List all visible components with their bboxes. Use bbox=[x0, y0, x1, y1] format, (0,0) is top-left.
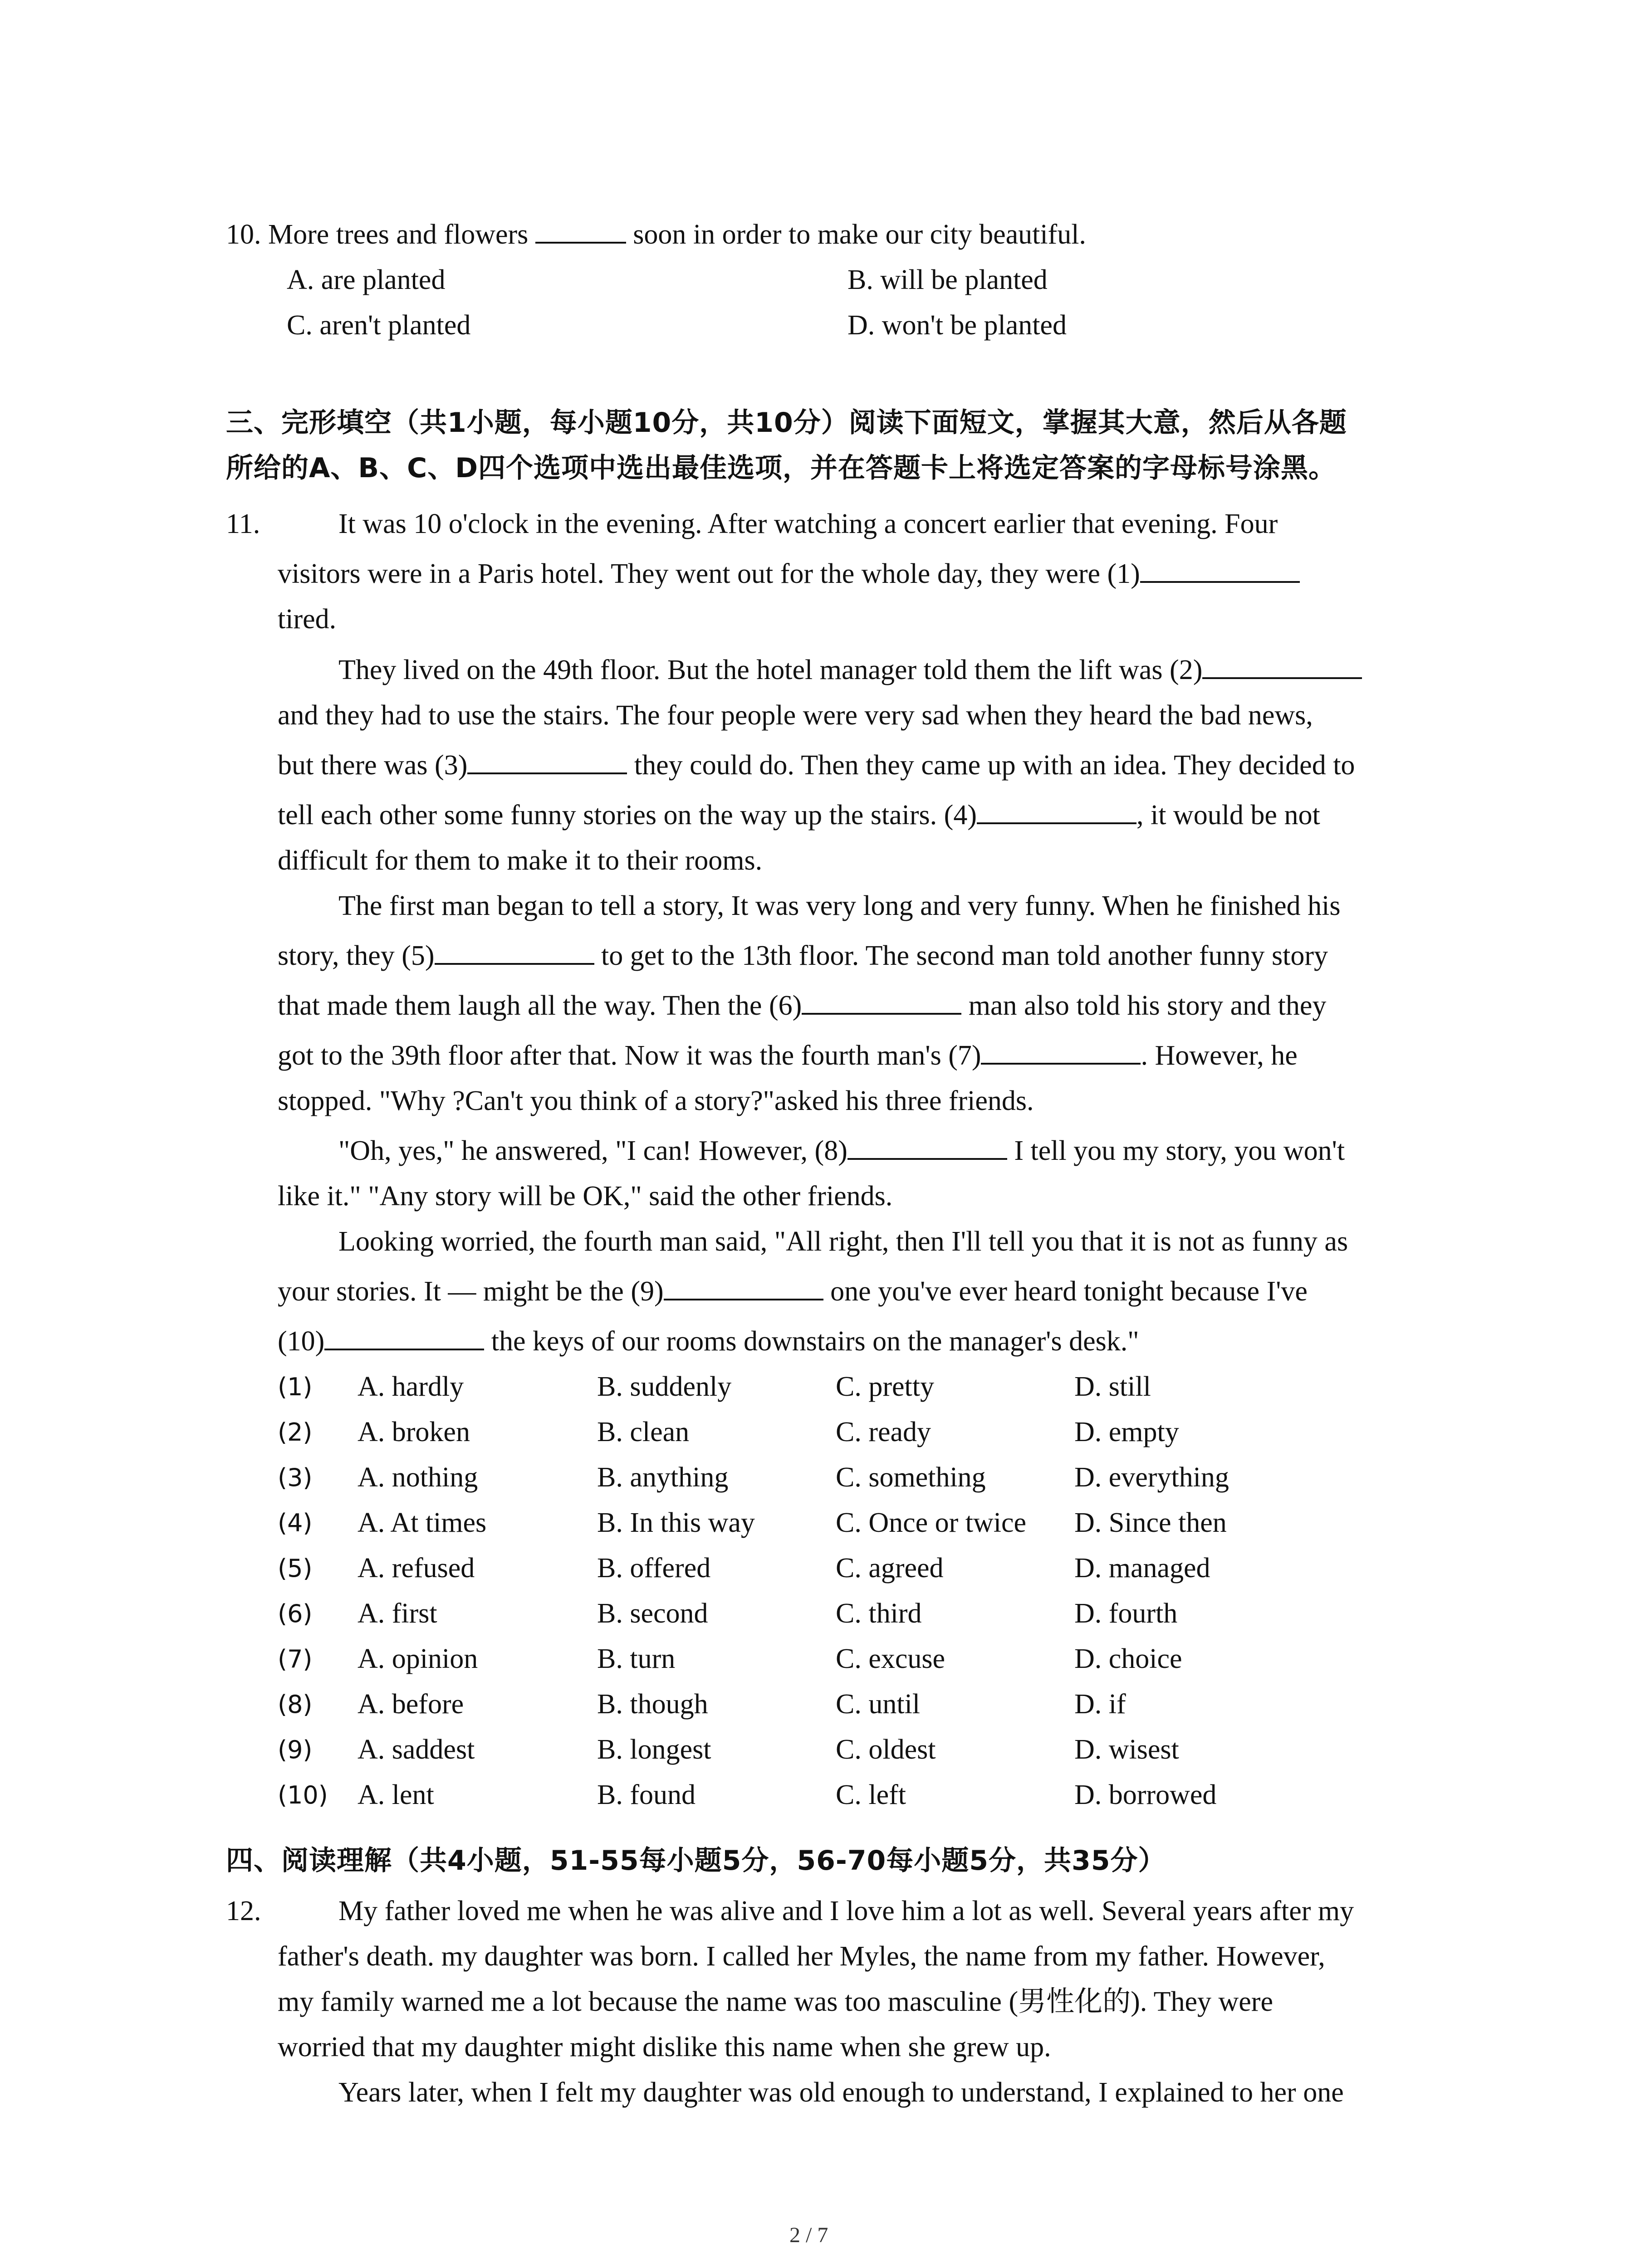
q11-option-c: C. agreed bbox=[836, 1553, 944, 1584]
q11-option-b: B. though bbox=[597, 1689, 708, 1720]
q11-option-c: C. pretty bbox=[836, 1371, 934, 1402]
q11-option-number: (2) bbox=[278, 1418, 313, 1447]
q10-stem-after: soon in order to make our city beautiful. bbox=[633, 219, 1086, 250]
q11-option-number: (7) bbox=[278, 1645, 313, 1673]
q10-option-b: B. will be planted bbox=[847, 264, 1048, 295]
q11-option-a: A. saddest bbox=[358, 1734, 475, 1765]
q11-option-b: B. offered bbox=[597, 1553, 711, 1584]
q10-number: 10. bbox=[226, 219, 261, 250]
q11-blank-5 bbox=[435, 939, 594, 965]
q11-option-c: C. something bbox=[836, 1462, 986, 1493]
q10-blank bbox=[535, 218, 626, 244]
q11-option-d: D. managed bbox=[1074, 1553, 1210, 1584]
q11-p5-line3 bbox=[278, 1325, 1139, 1358]
q11-p3-line4-a: got to the 39th floor after that. Now it was the fourth man's (7) bbox=[278, 1040, 981, 1071]
q11-blank-7 bbox=[981, 1039, 1141, 1065]
q11-option-a: A. before bbox=[358, 1689, 464, 1720]
q11-option-d: D. Since then bbox=[1074, 1507, 1227, 1538]
q11-option-c: C. ready bbox=[836, 1417, 931, 1447]
q11-p1-line3: tired. bbox=[278, 604, 337, 635]
q11-option-number: (1) bbox=[278, 1373, 313, 1401]
q11-option-b: B. longest bbox=[597, 1734, 711, 1765]
q10-option-a: A. are planted bbox=[287, 264, 446, 295]
q11-p4-line2: like it." "Any story will be OK," said the other friends. bbox=[278, 1181, 893, 1212]
q11-option-number: (4) bbox=[278, 1509, 313, 1537]
q11-p5-line2 bbox=[278, 1275, 1308, 1308]
q11-option-c: C. left bbox=[836, 1779, 906, 1810]
q11-p3-line2-b: to get to the 13th floor. The second man told another funny story bbox=[601, 940, 1328, 971]
q10-stem bbox=[226, 218, 1086, 251]
q11-blank-10 bbox=[324, 1325, 484, 1350]
q11-p5-line1: Looking worried, the fourth man said, "All right, then I'll tell you that it is not as funny as bbox=[338, 1226, 1348, 1257]
q11-option-number: (3) bbox=[278, 1463, 313, 1492]
q11-option-b: B. anything bbox=[597, 1462, 729, 1493]
q11-p2-line3-b: they could do. Then they came up with an idea. They decided to bbox=[634, 750, 1355, 781]
q11-p4-line1-b: I tell you my story, you won't bbox=[1014, 1135, 1345, 1166]
q11-option-c: C. third bbox=[836, 1598, 922, 1629]
q11-p1-line2-text: visitors were in a Paris hotel. They went out for the whole day, they were (1) bbox=[278, 558, 1140, 589]
q11-p3-line1: The first man began to tell a story, It was very long and very funny. When he finished his bbox=[338, 890, 1341, 921]
q11-option-b: B. suddenly bbox=[597, 1371, 732, 1402]
q11-p2-line1-text: They lived on the 49th floor. But the hotel manager told them the lift was (2) bbox=[338, 655, 1203, 685]
q11-option-d: D. choice bbox=[1074, 1643, 1182, 1674]
q11-p4-line1 bbox=[338, 1134, 1345, 1168]
q11-option-c: C. Once or twice bbox=[836, 1507, 1027, 1538]
q11-p2-line4-a: tell each other some funny stories on the way up the stairs. (4) bbox=[278, 800, 977, 831]
q11-p3-line5: stopped. "Why ?Can't you think of a story?"asked his three friends. bbox=[278, 1085, 1034, 1116]
q11-option-a: A. broken bbox=[358, 1417, 470, 1447]
q11-option-d: D. fourth bbox=[1074, 1598, 1178, 1629]
q11-option-d: D. empty bbox=[1074, 1417, 1179, 1447]
q11-option-number: (9) bbox=[278, 1735, 313, 1764]
q11-p5-line3-b: the keys of our rooms downstairs on the manager's desk." bbox=[491, 1326, 1139, 1357]
q11-option-c: C. excuse bbox=[836, 1643, 945, 1674]
q11-p2-line1 bbox=[338, 653, 1362, 687]
q11-number: 11. bbox=[226, 508, 260, 539]
q12-line4: worried that my daughter might dislike this name when she grew up. bbox=[278, 2032, 1051, 2063]
q11-p3-line3-b: man also told his story and they bbox=[968, 990, 1327, 1021]
q11-option-c: C. oldest bbox=[836, 1734, 936, 1765]
q11-option-number: (10) bbox=[278, 1781, 328, 1809]
q11-option-d: D. borrowed bbox=[1074, 1779, 1217, 1810]
q10-stem-before: More trees and flowers bbox=[268, 219, 529, 250]
q12-line2: father's death. my daughter was born. I called her Myles, the name from my father. However, bbox=[278, 1941, 1325, 1972]
q11-blank-1 bbox=[1140, 557, 1300, 583]
q11-blank-2 bbox=[1202, 654, 1362, 679]
q11-p5-line2-a: your stories. It — might be the (9) bbox=[278, 1276, 664, 1307]
q11-option-b: B. turn bbox=[597, 1643, 676, 1674]
q11-option-d: D. still bbox=[1074, 1371, 1151, 1402]
q11-p2-line2: and they had to use the stairs. The four people were very sad when they heard the bad news, bbox=[278, 700, 1313, 731]
q11-p3-line3-a: that made them laugh all the way. Then the (6) bbox=[278, 990, 802, 1021]
q11-option-c: C. until bbox=[836, 1689, 921, 1720]
q11-p2-line4-b: , it would be not bbox=[1136, 800, 1320, 831]
q11-option-b: B. In this way bbox=[597, 1507, 755, 1538]
q11-blank-9 bbox=[664, 1275, 823, 1300]
section4-heading: 四、阅读理解（共4小题，51-55每小题5分，56-70每小题5分，共35分） bbox=[226, 1845, 1166, 1877]
q11-option-a: A. hardly bbox=[358, 1371, 464, 1402]
q11-option-number: (5) bbox=[278, 1554, 313, 1583]
q11-blank-3 bbox=[467, 749, 627, 774]
q11-option-d: D. wisest bbox=[1074, 1734, 1179, 1765]
q11-option-a: A. At times bbox=[358, 1507, 487, 1538]
q11-p3-line4-b: . However, he bbox=[1141, 1040, 1298, 1071]
q11-option-number: (6) bbox=[278, 1599, 313, 1628]
q11-p2-line4 bbox=[278, 798, 1320, 832]
q11-p2-line3 bbox=[278, 748, 1355, 782]
q11-p3-line3 bbox=[278, 989, 1326, 1022]
q11-option-a: A. first bbox=[358, 1598, 437, 1629]
q11-blank-4 bbox=[977, 799, 1136, 824]
q11-option-a: A. opinion bbox=[358, 1643, 478, 1674]
q12-number: 12. bbox=[226, 1896, 261, 1926]
q11-option-a: A. nothing bbox=[358, 1462, 478, 1493]
q11-p1-line2 bbox=[278, 557, 1300, 591]
q11-blank-8 bbox=[847, 1134, 1007, 1160]
q11-p1-line1: It was 10 o'clock in the evening. After watching a concert earlier that evening. Four bbox=[338, 508, 1278, 539]
q11-option-b: B. found bbox=[597, 1779, 696, 1810]
q11-p3-line4 bbox=[278, 1039, 1298, 1072]
section3-heading-line1: 三、完形填空（共1小题，每小题10分，共10分）阅读下面短文，掌握其大意，然后从各题 bbox=[226, 407, 1347, 439]
q11-p5-line2-b: one you've ever heard tonight because I've bbox=[830, 1276, 1308, 1307]
q12-line5: Years later, when I felt my daughter was old enough to understand, I explained to her one bbox=[338, 2077, 1344, 2108]
section3-heading-line2: 所给的A、B、C、D四个选项中选出最佳选项，并在答题卡上将选定答案的字母标号涂黑。 bbox=[226, 452, 1337, 484]
q10-option-c: C. aren't planted bbox=[287, 310, 471, 341]
q11-option-d: D. if bbox=[1074, 1689, 1126, 1720]
q11-p2-line5: difficult for them to make it to their rooms. bbox=[278, 845, 763, 876]
q12-line3: my family warned me a lot because the name was too masculine (男性化的). They were bbox=[278, 1986, 1273, 2017]
q11-option-number: (8) bbox=[278, 1690, 313, 1719]
q10-option-d: D. won't be planted bbox=[847, 310, 1067, 341]
q11-option-d: D. everything bbox=[1074, 1462, 1229, 1493]
q11-option-b: B. second bbox=[597, 1598, 708, 1629]
page-number: 2 / 7 bbox=[789, 2223, 828, 2247]
q11-p3-line2 bbox=[278, 939, 1328, 973]
q12-line1: My father loved me when he was alive and I love him a lot as well. Several years after my bbox=[338, 1896, 1354, 1926]
q11-p4-line1-a: "Oh, yes," he answered, "I can! However, (8) bbox=[338, 1135, 847, 1166]
q11-p5-line3-a: (10) bbox=[278, 1326, 325, 1357]
q11-option-a: A. lent bbox=[358, 1779, 434, 1810]
q11-p3-line2-a: story, they (5) bbox=[278, 940, 435, 971]
q11-p2-line3-a: but there was (3) bbox=[278, 750, 468, 781]
q11-option-a: A. refused bbox=[358, 1553, 475, 1584]
q11-blank-6 bbox=[802, 989, 961, 1015]
q11-option-b: B. clean bbox=[597, 1417, 690, 1447]
